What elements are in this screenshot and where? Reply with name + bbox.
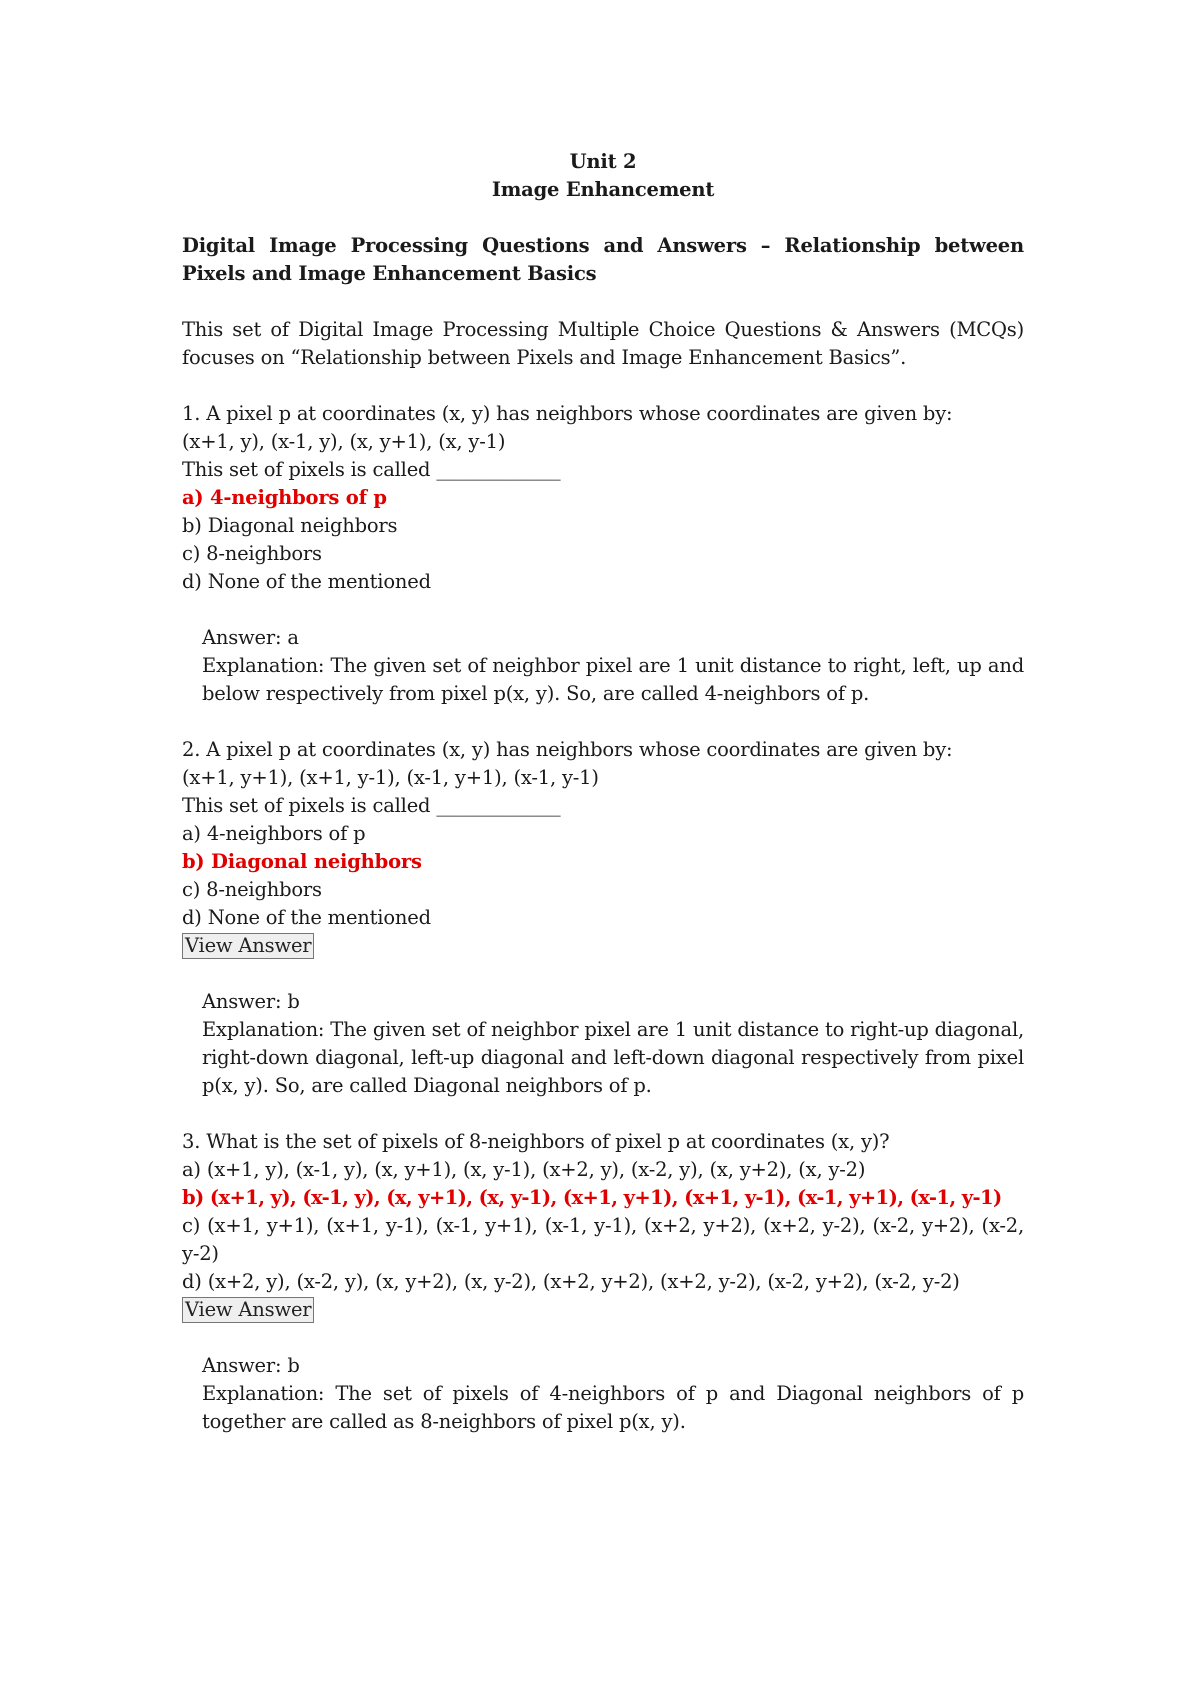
- question-prompt: This set of pixels is called _____________: [182, 794, 561, 817]
- answer-block: [202, 624, 1024, 708]
- view-answer-button[interactable]: View Answer: [182, 933, 314, 959]
- question-coords: (x+1, y), (x-1, y), (x, y+1), (x, y-1): [182, 430, 506, 453]
- option-a-correct: a) 4-neighbors of p: [182, 486, 387, 509]
- answer-block: [202, 988, 1024, 1100]
- option-a: a) (x+1, y), (x-1, y), (x, y+1), (x, y-1), (x+2, y), (x-2, y), (x, y+2), (x, y-2): [182, 1158, 866, 1181]
- answer-text: Answer: b: [202, 990, 300, 1013]
- option-c: c) 8-neighbors: [182, 542, 322, 565]
- option-d: d) (x+2, y), (x-2, y), (x, y+2), (x, y-2), (x+2, y+2), (x+2, y-2), (x-2, y+2), (x-2, y-2): [182, 1270, 960, 1293]
- view-answer-button[interactable]: View Answer: [182, 1297, 314, 1323]
- option-d: d) None of the mentioned: [182, 906, 431, 929]
- option-b-correct: b) Diagonal neighbors: [182, 850, 422, 873]
- question-1: [182, 400, 1024, 708]
- question-2: [182, 736, 1024, 1100]
- question-3: [182, 1128, 1024, 1436]
- option-b: b) Diagonal neighbors: [182, 514, 398, 537]
- answer-text: Answer: a: [202, 626, 299, 649]
- section-heading: Digital Image Processing Questions and Answers – Relationship between Pixels and Image Enhancement Basics: [182, 234, 1024, 285]
- explanation-text: Explanation: The given set of neighbor pixel are 1 unit distance to right, left, up and below respectively from pixel p(x, y). So, are called 4-neighbors of p.: [202, 654, 1024, 705]
- topic-title: Image Enhancement: [491, 178, 715, 201]
- answer-block: [202, 1352, 1024, 1436]
- question-coords: (x+1, y+1), (x+1, y-1), (x-1, y+1), (x-1, y-1): [182, 766, 599, 789]
- unit-title: Unit 2: [569, 150, 637, 173]
- option-c: c) 8-neighbors: [182, 878, 322, 901]
- intro-paragraph: This set of Digital Image Processing Multiple Choice Questions & Answers (MCQs) focuses on “Relationship between Pixels and Image Enhancement Basics”.: [182, 318, 1024, 369]
- option-a: a) 4-neighbors of p: [182, 822, 366, 845]
- question-prompt: This set of pixels is called _____________: [182, 458, 561, 481]
- question-stem: 2. A pixel p at coordinates (x, y) has neighbors whose coordinates are given by:: [182, 738, 953, 761]
- question-stem: 3. What is the set of pixels of 8-neighbors of pixel p at coordinates (x, y)?: [182, 1130, 890, 1153]
- explanation-text: Explanation: The given set of neighbor pixel are 1 unit distance to right-up diagonal, right-down diagonal, left-up diagonal and left-down diagonal respectively from pixel p(x, y). So, are called Diagonal neighbors of p.: [202, 1018, 1024, 1097]
- document-page: [182, 148, 1024, 1436]
- option-d: d) None of the mentioned: [182, 570, 431, 593]
- option-b-correct: b) (x+1, y), (x-1, y), (x, y+1), (x, y-1), (x+1, y+1), (x+1, y-1), (x-1, y+1), (x-1, y-1): [182, 1186, 1002, 1209]
- explanation-text: Explanation: The set of pixels of 4-neighbors of p and Diagonal neighbors of p together are called as 8-neighbors of pixel p(x, y).: [202, 1382, 1024, 1433]
- option-c: c) (x+1, y+1), (x+1, y-1), (x-1, y+1), (x-1, y-1), (x+2, y+2), (x+2, y-2), (x-2, y+2), (x-2, y-2): [182, 1214, 1024, 1265]
- answer-text: Answer: b: [202, 1354, 300, 1377]
- question-stem: 1. A pixel p at coordinates (x, y) has neighbors whose coordinates are given by:: [182, 402, 953, 425]
